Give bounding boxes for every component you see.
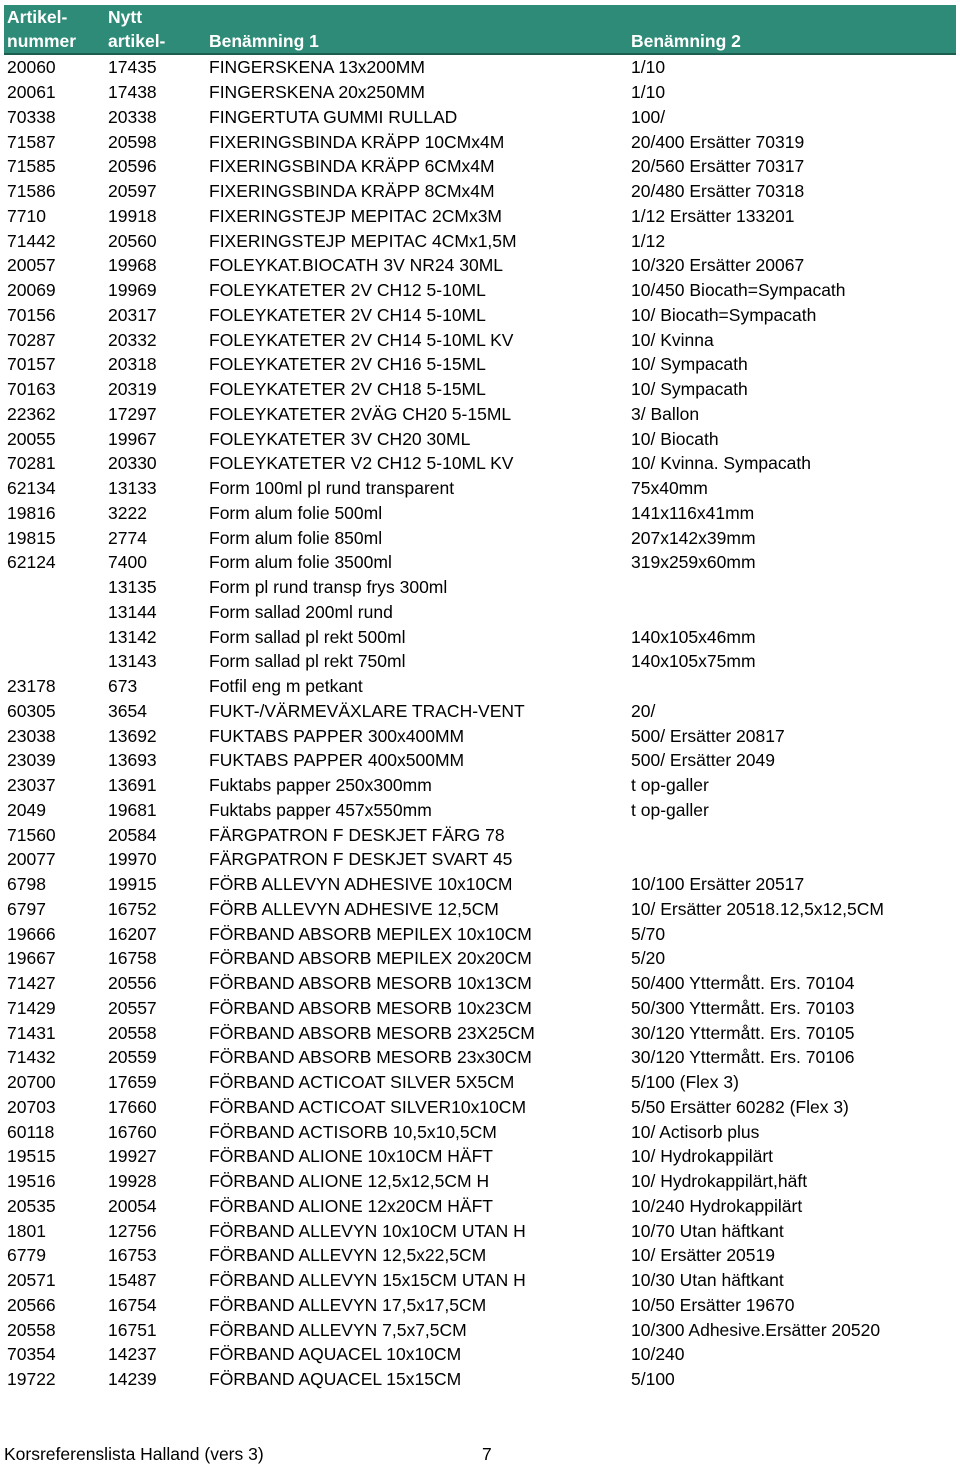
- cell-description-2: 20/400 Ersätter 70319: [631, 131, 805, 152]
- cell-new-article-number: 20338: [108, 106, 157, 127]
- header-article-number: [4, 5, 105, 54]
- cell-new-article-number: 17660: [108, 1096, 157, 1117]
- cell-description-2: 20/560 Ersätter 70317: [631, 156, 805, 177]
- cell-description-2: 1/10: [631, 82, 666, 103]
- cell-article-number: 23038: [7, 725, 56, 746]
- cell-description-2: 30/120 Yttermått. Ers. 70106: [631, 1047, 855, 1068]
- cell-article-number: 19516: [7, 1171, 56, 1192]
- cell-new-article-number: 673: [108, 676, 138, 697]
- cell-description-2: 10/240 Hydrokappilärt: [631, 1195, 803, 1216]
- cell-description-2: 500/ Ersätter 2049: [631, 750, 775, 771]
- cell-description-1: Fuktabs papper 250x300mm: [209, 775, 432, 796]
- cell-article-number: 7710: [7, 205, 46, 226]
- cell-description-2: 10/ Kvinna: [631, 329, 714, 350]
- cell-new-article-number: 19967: [108, 428, 157, 449]
- cell-new-article-number: 13693: [108, 750, 157, 771]
- cell-new-article-number: 20559: [108, 1047, 157, 1068]
- cell-description-1: FOLEYKATETER 2VÄG CH20 5-15ML: [209, 403, 512, 424]
- cell-description-1: FÖRBAND ALLEVYN 15x15CM UTAN H: [209, 1270, 526, 1291]
- header-new-article: [105, 5, 206, 54]
- cell-description-1: FIXERINGSBINDA KRÄPP 8CMx4M: [209, 181, 495, 202]
- cell-article-number: 20558: [7, 1319, 56, 1340]
- cell-new-article-number: 17435: [108, 57, 157, 78]
- cell-description-2: 3/ Ballon: [631, 403, 700, 424]
- table-row: [4, 773, 956, 798]
- cell-description-2: 5/100: [631, 1369, 675, 1390]
- cell-description-1: Fotfil eng m petkant: [209, 676, 363, 697]
- cell-description-1: FINGERSKENA 20x250MM: [209, 82, 425, 103]
- cell-new-article-number: 14237: [108, 1344, 157, 1365]
- cell-new-article-number: 3222: [108, 502, 147, 523]
- cell-new-article-number: 3654: [108, 700, 147, 721]
- cell-description-1: FÖRBAND ABSORB MEPILEX 10x10CM: [209, 923, 532, 944]
- table-row: [4, 872, 956, 897]
- table-row: [4, 352, 956, 377]
- cell-description-2: 50/300 Yttermått. Ers. 70103: [631, 997, 855, 1018]
- cell-description-2: 20/480 Ersätter 70318: [631, 181, 805, 202]
- cell-article-number: 6797: [7, 898, 46, 919]
- table-row: [4, 1095, 956, 1120]
- cell-article-number: 71587: [7, 131, 56, 152]
- cell-description-2: 10/100 Ersätter 20517: [631, 874, 805, 895]
- table-row: [4, 1268, 956, 1293]
- cell-description-1: FÖRBAND ALIONE 12,5x12,5CM H: [209, 1171, 490, 1192]
- page-number: 7: [482, 1444, 492, 1464]
- cell-description-1: Form 100ml pl rund transparent: [209, 478, 455, 499]
- table-body: [4, 54, 956, 1392]
- cell-new-article-number: 19927: [108, 1146, 157, 1167]
- cell-article-number: 23037: [7, 775, 56, 796]
- cell-article-number: 70287: [7, 329, 56, 350]
- cell-new-article-number: 17297: [108, 403, 157, 424]
- table-row: [4, 699, 956, 724]
- cell-new-article-number: 20598: [108, 131, 157, 152]
- cell-article-number: 71432: [7, 1047, 56, 1068]
- cell-new-article-number: 12756: [108, 1220, 157, 1241]
- table-row: [4, 674, 956, 699]
- cell-description-2: t op-galler: [631, 799, 709, 820]
- cell-article-number: 22362: [7, 403, 56, 424]
- cell-article-number: 19666: [7, 923, 56, 944]
- table-row: [4, 1119, 956, 1144]
- cell-article-number: 20057: [7, 255, 56, 276]
- table-row: [4, 748, 956, 773]
- cell-article-number: [4, 624, 105, 649]
- cell-article-number: 20055: [7, 428, 56, 449]
- cell-new-article-number: 16751: [108, 1319, 157, 1340]
- table-row: [4, 550, 956, 575]
- table-row: [4, 253, 956, 278]
- cell-article-number: 20535: [7, 1195, 56, 1216]
- cell-description-1: Form sallad pl rekt 750ml: [209, 651, 406, 672]
- table-row: [4, 921, 956, 946]
- cell-article-number: 70281: [7, 453, 56, 474]
- cell-article-number: 19722: [7, 1369, 56, 1390]
- cell-description-1: Form alum folie 3500ml: [209, 552, 392, 573]
- table-row: [4, 303, 956, 328]
- cell-new-article-number: 20557: [108, 997, 157, 1018]
- cell-new-article-number: 20317: [108, 304, 157, 325]
- cell-article-number: 62124: [7, 552, 56, 573]
- cell-description-1: FÖRBAND ALLEVYN 10x10CM UTAN H: [209, 1220, 526, 1241]
- cell-article-number: 23039: [7, 750, 56, 771]
- cell-article-number: [4, 600, 105, 625]
- cell-new-article-number: 20596: [108, 156, 157, 177]
- cell-description-1: FINGERSKENA 13x200MM: [209, 57, 425, 78]
- cell-new-article-number: 19915: [108, 874, 157, 895]
- header-description-1: Benämning 1: [206, 5, 628, 54]
- header-description-2: Benämning 2: [628, 5, 956, 54]
- cell-description-2: 10/240: [631, 1344, 685, 1365]
- table-row: [4, 996, 956, 1021]
- cell-description-2: 10/ Ersätter 20518.12,5x12,5CM: [631, 898, 884, 919]
- table-row: [4, 1317, 956, 1342]
- table-row: [4, 1367, 956, 1392]
- cell-article-number: 6798: [7, 874, 46, 895]
- cell-new-article-number: 13692: [108, 725, 157, 746]
- cell-new-article-number: 17659: [108, 1072, 157, 1093]
- cell-new-article-number: 15487: [108, 1270, 157, 1291]
- cell-description-2: 10/30 Utan häftkant: [631, 1270, 784, 1291]
- table-row: [4, 278, 956, 303]
- cell-description-1: FOLEYKATETER 2V CH12 5-10ML: [209, 280, 486, 301]
- cell-article-number: 71585: [7, 156, 56, 177]
- cell-description-1: FIXERINGSTEJP MEPITAC 4CMx1,5M: [209, 230, 517, 251]
- cell-new-article-number: 13133: [108, 478, 157, 499]
- footer-title: Korsreferenslista Halland (vers 3): [4, 1444, 264, 1464]
- table-row: [4, 476, 956, 501]
- cell-description-2: [628, 575, 956, 600]
- cell-article-number: 20060: [7, 57, 56, 78]
- cell-new-article-number: 20597: [108, 181, 157, 202]
- cell-description-1: FOLEYKATETER 2V CH14 5-10ML: [209, 304, 486, 325]
- table-row: [4, 575, 956, 600]
- cell-description-1: FÖRBAND ABSORB MESORB 10x23CM: [209, 997, 532, 1018]
- cell-description-2: 10/70 Utan häftkant: [631, 1220, 784, 1241]
- cell-description-1: FUKTABS PAPPER 300x400MM: [209, 725, 465, 746]
- cell-description-1: FÖRBAND ABSORB MESORB 23X25CM: [209, 1022, 535, 1043]
- cell-new-article-number: 19969: [108, 280, 157, 301]
- cell-description-1: FÄRGPATRON F DESKJET SVART 45: [209, 849, 513, 870]
- table-row: [4, 822, 956, 847]
- cell-article-number: 71560: [7, 824, 56, 845]
- table-row: [4, 600, 956, 625]
- cell-new-article-number: 20556: [108, 973, 157, 994]
- cell-description-1: FÖRBAND ACTISORB 10,5x10,5CM: [209, 1121, 497, 1142]
- cell-description-1: FOLEYKATETER 3V CH20 30ML: [209, 428, 471, 449]
- table-row: [4, 971, 956, 996]
- cell-new-article-number: 20054: [108, 1195, 157, 1216]
- cell-new-article-number: 20319: [108, 379, 157, 400]
- table-row: [4, 1144, 956, 1169]
- table-row: [4, 847, 956, 872]
- table-row: [4, 1045, 956, 1070]
- header-article-number-line1: Artikel-: [7, 7, 68, 27]
- cell-description-2: 141x116x41mm: [631, 502, 755, 523]
- cell-description-2: 50/400 Yttermått. Ers. 70104: [631, 973, 855, 994]
- cell-description-2: 10/ Actisorb plus: [631, 1121, 760, 1142]
- table-row: [4, 105, 956, 130]
- cell-new-article-number: 13142: [108, 626, 157, 647]
- cell-article-number: 60118: [7, 1121, 55, 1142]
- table-row: [4, 1218, 956, 1243]
- cell-description-2: 10/ Ersätter 20519: [631, 1245, 775, 1266]
- cell-description-2: t op-galler: [631, 775, 709, 796]
- cell-description-1: FÖRBAND ALLEVYN 7,5x7,5CM: [209, 1319, 467, 1340]
- cell-description-2: 10/450 Biocath=Sympacath: [631, 280, 846, 301]
- cell-description-2: 140x105x46mm: [631, 626, 756, 647]
- cell-article-number: 20700: [7, 1072, 56, 1093]
- cell-description-1: FIXERINGSBINDA KRÄPP 6CMx4M: [209, 156, 495, 177]
- cell-description-1: FUKT-/VÄRMEVÄXLARE TRACH-VENT: [209, 700, 525, 721]
- cell-new-article-number: 16754: [108, 1294, 157, 1315]
- cell-article-number: 70354: [7, 1344, 56, 1365]
- cell-new-article-number: 20558: [108, 1022, 157, 1043]
- cell-description-2: 1/12 Ersätter 133201: [631, 205, 795, 226]
- cell-new-article-number: 19681: [108, 799, 157, 820]
- cell-article-number: 20077: [7, 849, 56, 870]
- cell-new-article-number: 13691: [108, 775, 157, 796]
- cell-description-1: FÖRBAND ACTICOAT SILVER 5X5CM: [209, 1072, 515, 1093]
- table-row: [4, 204, 956, 229]
- cell-description-2: 1/12: [631, 230, 666, 251]
- cell-new-article-number: 16758: [108, 948, 157, 969]
- table-row: [4, 1020, 956, 1045]
- cell-description-1: FÖRBAND ALLEVYN 17,5x17,5CM: [209, 1294, 487, 1315]
- table-row: [4, 426, 956, 451]
- table-row: [4, 228, 956, 253]
- cell-description-2: 10/320 Ersätter 20067: [631, 255, 805, 276]
- cell-description-2: 20/: [631, 700, 656, 721]
- table-row: [4, 1293, 956, 1318]
- cell-description-2: 75x40mm: [631, 478, 708, 499]
- cell-description-2: 207x142x39mm: [631, 527, 756, 548]
- cell-description-2: 10/50 Ersätter 19670: [631, 1294, 795, 1315]
- table-row: [4, 179, 956, 204]
- cell-article-number: [4, 575, 105, 600]
- cell-description-1: FÖRBAND ALLEVYN 12,5x22,5CM: [209, 1245, 487, 1266]
- cell-description-2: 1/10: [631, 57, 666, 78]
- cell-article-number: 71442: [7, 230, 56, 251]
- cell-new-article-number: 7400: [108, 552, 147, 573]
- cell-new-article-number: 20560: [108, 230, 157, 251]
- cell-article-number: 23178: [7, 676, 56, 697]
- cell-article-number: 70163: [7, 379, 56, 400]
- cell-description-2: 10/ Biocath=Sympacath: [631, 304, 817, 325]
- cell-description-1: FIXERINGSTEJP MEPITAC 2CMx3M: [209, 205, 503, 226]
- table-row: [4, 451, 956, 476]
- cell-description-1: FOLEYKATETER 2V CH14 5-10ML KV: [209, 329, 514, 350]
- cell-new-article-number: 14239: [108, 1369, 157, 1390]
- table-row: [4, 1342, 956, 1367]
- cell-description-2: 10/300 Adhesive.Ersätter 20520: [631, 1319, 881, 1340]
- cell-description-1: Form sallad 200ml rund: [209, 601, 393, 622]
- cell-description-2: 10/ Hydrokappilärt,häft: [631, 1171, 808, 1192]
- cell-article-number: 20571: [7, 1270, 56, 1291]
- cell-article-number: 19667: [7, 948, 56, 969]
- table-row: [4, 723, 956, 748]
- cell-article-number: 19816: [7, 502, 56, 523]
- cell-article-number: 71431: [7, 1022, 56, 1043]
- table-row: [4, 80, 956, 105]
- table-row: [4, 946, 956, 971]
- cell-description-1: Form alum folie 850ml: [209, 527, 383, 548]
- table-row: [4, 377, 956, 402]
- cell-new-article-number: 16753: [108, 1245, 157, 1266]
- cell-description-2: 5/50 Ersätter 60282 (Flex 3): [631, 1096, 849, 1117]
- cell-description-1: FÖRBAND AQUACEL 10x10CM: [209, 1344, 462, 1365]
- cell-new-article-number: 2774: [108, 527, 147, 548]
- cell-description-2: 10/ Hydrokappilärt: [631, 1146, 774, 1167]
- table-row: [4, 402, 956, 427]
- cell-description-2: 100/: [631, 106, 666, 127]
- cell-new-article-number: 13143: [108, 651, 157, 672]
- table-row: [4, 525, 956, 550]
- cell-new-article-number: 19968: [108, 255, 157, 276]
- cell-article-number: 62134: [7, 478, 56, 499]
- cell-article-number: 2049: [7, 799, 46, 820]
- cell-new-article-number: 19970: [108, 849, 157, 870]
- cell-article-number: 1801: [7, 1220, 46, 1241]
- cross-reference-sheet: [4, 5, 956, 1392]
- cell-new-article-number: 20332: [108, 329, 157, 350]
- cell-description-1: FÖRBAND ABSORB MESORB 10x13CM: [209, 973, 532, 994]
- cell-description-2: 5/70: [631, 923, 666, 944]
- table-row: [4, 154, 956, 179]
- table-row: [4, 897, 956, 922]
- cell-description-2: 10/ Sympacath: [631, 379, 748, 400]
- table-row: [4, 129, 956, 154]
- cell-new-article-number: 13135: [108, 577, 157, 598]
- cell-new-article-number: 16760: [108, 1121, 157, 1142]
- table-row: [4, 1194, 956, 1219]
- cell-new-article-number: 16752: [108, 898, 157, 919]
- table-row: [4, 798, 956, 823]
- table-row: [4, 54, 956, 80]
- cell-new-article-number: 13144: [108, 601, 157, 622]
- cell-article-number: 19515: [7, 1146, 56, 1167]
- cell-description-1: FIXERINGSBINDA KRÄPP 10CMx4M: [209, 131, 505, 152]
- cell-description-2: 10/ Biocath: [631, 428, 719, 449]
- cell-description-1: FÖRBAND ALIONE 10x10CM HÄFT: [209, 1146, 493, 1167]
- cell-new-article-number: 20584: [108, 824, 157, 845]
- cell-description-1: FÖRBAND ABSORB MESORB 23x30CM: [209, 1047, 532, 1068]
- cell-description-2: 30/120 Yttermått. Ers. 70105: [631, 1022, 855, 1043]
- cell-new-article-number: 20318: [108, 354, 157, 375]
- header-new-article-line2: artikel-: [108, 31, 166, 51]
- cell-article-number: 70157: [7, 354, 56, 375]
- cell-description-2: [628, 600, 956, 625]
- cell-description-2: 10/ Sympacath: [631, 354, 748, 375]
- cell-article-number: 71429: [7, 997, 56, 1018]
- cell-article-number: 70156: [7, 304, 56, 325]
- table-row: [4, 1070, 956, 1095]
- table-row: [4, 501, 956, 526]
- cell-article-number: 20061: [7, 82, 56, 103]
- cell-description-2: 10/ Kvinna. Sympacath: [631, 453, 811, 474]
- cell-description-1: FOLEYKATETER 2V CH18 5-15ML: [209, 379, 486, 400]
- cell-description-2: 319x259x60mm: [631, 552, 756, 573]
- cell-description-1: FÖRBAND ACTICOAT SILVER10x10CM: [209, 1096, 527, 1117]
- cell-new-article-number: 19918: [108, 205, 157, 226]
- cell-article-number: 71586: [7, 181, 56, 202]
- cell-article-number: 20703: [7, 1096, 56, 1117]
- cell-description-1: Form pl rund transp frys 300ml: [209, 577, 448, 598]
- cell-new-article-number: 19928: [108, 1171, 157, 1192]
- cell-description-1: Form alum folie 500ml: [209, 502, 383, 523]
- cell-new-article-number: 20330: [108, 453, 157, 474]
- table-row: [4, 624, 956, 649]
- table-row: [4, 1169, 956, 1194]
- cell-description-2: [628, 822, 956, 847]
- cell-article-number: [4, 649, 105, 674]
- cell-description-2: [628, 847, 956, 872]
- cell-description-1: FÖRB ALLEVYN ADHESIVE 12,5CM: [209, 898, 499, 919]
- cell-description-1: FÖRBAND ABSORB MEPILEX 20x20CM: [209, 948, 532, 969]
- cell-description-1: FÄRGPATRON F DESKJET FÄRG 78: [209, 824, 505, 845]
- table-row: [4, 327, 956, 352]
- cell-article-number: 20069: [7, 280, 56, 301]
- cell-description-1: FOLEYKATETER 2V CH16 5-15ML: [209, 354, 486, 375]
- cell-description-2: 140x105x75mm: [631, 651, 756, 672]
- cell-description-1: Fuktabs papper 457x550mm: [209, 799, 432, 820]
- cell-new-article-number: 17438: [108, 82, 157, 103]
- table-row: [4, 1243, 956, 1268]
- cell-article-number: 20566: [7, 1294, 56, 1315]
- cell-description-1: FUKTABS PAPPER 400x500MM: [209, 750, 465, 771]
- cell-description-1: FÖRBAND ALIONE 12x20CM HÄFT: [209, 1195, 493, 1216]
- cell-description-2: [628, 674, 956, 699]
- article-table: [4, 5, 956, 1392]
- cell-description-2: 5/100 (Flex 3): [631, 1072, 739, 1093]
- cell-article-number: 60305: [7, 700, 56, 721]
- header-new-article-line1: Nytt: [108, 7, 143, 27]
- header-article-number-line2: nummer: [7, 31, 77, 51]
- cell-new-article-number: 16207: [108, 923, 157, 944]
- cell-article-number: 70338: [7, 106, 56, 127]
- cell-description-1: FOLEYKAT.BIOCATH 3V NR24 30ML: [209, 255, 504, 276]
- cell-article-number: 71427: [7, 973, 56, 994]
- cell-description-2: 5/20: [631, 948, 666, 969]
- cell-description-2: 500/ Ersätter 20817: [631, 725, 785, 746]
- cell-article-number: 19815: [7, 527, 56, 548]
- table-row: [4, 649, 956, 674]
- cell-description-1: FÖRB ALLEVYN ADHESIVE 10x10CM: [209, 874, 513, 895]
- cell-description-1: Form sallad pl rekt 500ml: [209, 626, 406, 647]
- cell-description-1: FOLEYKATETER V2 CH12 5-10ML KV: [209, 453, 514, 474]
- table-header: [4, 5, 956, 54]
- cell-description-1: FÖRBAND AQUACEL 15x15CM: [209, 1369, 462, 1390]
- cell-article-number: 6779: [7, 1245, 46, 1266]
- cell-description-1: FINGERTUTA GUMMI RULLAD: [209, 106, 458, 127]
